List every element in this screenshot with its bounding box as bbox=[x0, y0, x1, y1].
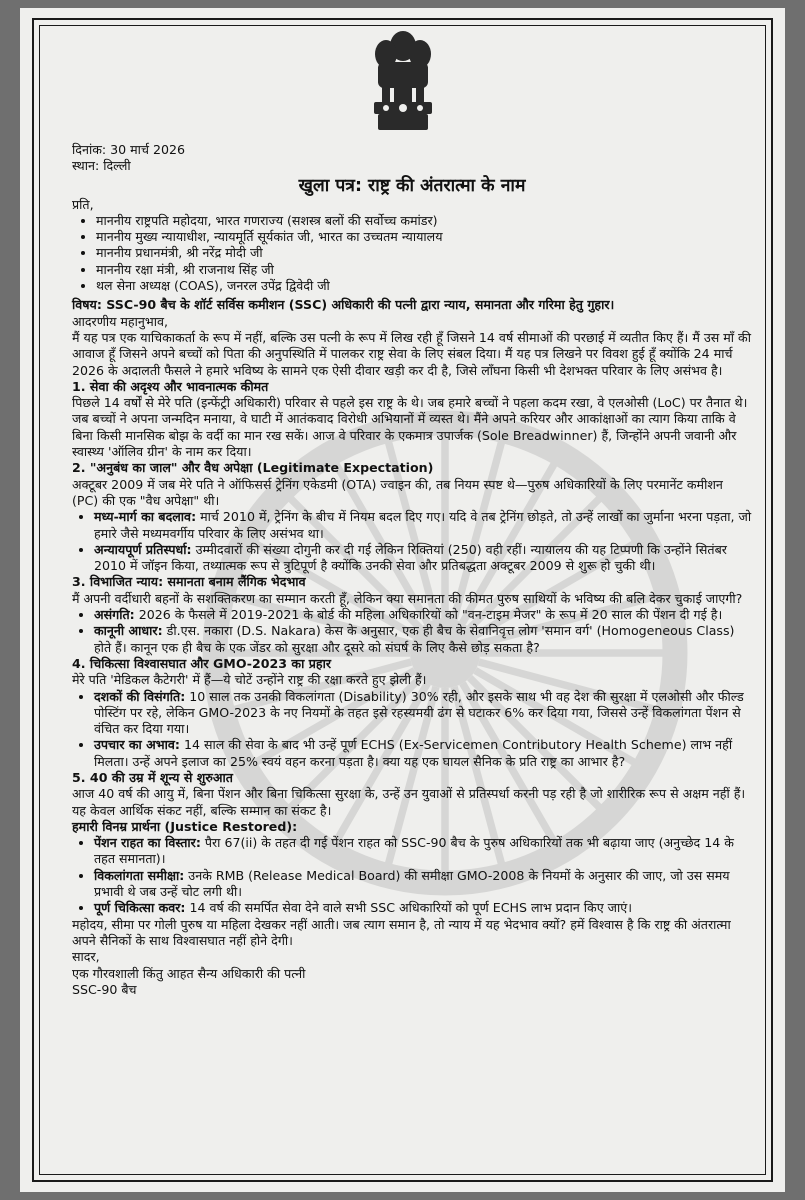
bullet-label: असंगति: bbox=[94, 607, 135, 623]
bullet-label: कानूनी आधार: bbox=[94, 623, 163, 639]
bullet-item bbox=[94, 542, 752, 575]
section-2-body: अक्टूबर 2009 में जब मेरे पति ने ऑफिसर्स ट्रेनिंग एकेडमी (OTA) ज्वाइन की, तब नियम स्पष्ट थे—पुरुष अधिकारियों के लिए परमानेंट कमीशन (PC) की एक "वैध अपेक्षा" थी। bbox=[72, 476, 723, 508]
bullet-label: मध्य-मार्ग का बदलाव: bbox=[94, 509, 197, 525]
section-2-bullets bbox=[72, 509, 752, 574]
bullet-label: उपचार का अभाव: bbox=[94, 737, 180, 753]
recipients-label: प्रति, bbox=[72, 196, 94, 212]
national-emblem-lion-capital-icon bbox=[364, 28, 442, 138]
bullet-item bbox=[94, 623, 752, 656]
section-2-heading: 2. "अनुबंध का जाल" और वैध अपेक्षा (Legitimate Expectation) bbox=[72, 460, 434, 476]
bullet-text: 14 वर्ष की समर्पित सेवा देने वाले सभी SSC अधिकारियों को पूर्ण ECHS लाभ प्रदान किए जाएं। bbox=[185, 900, 633, 916]
prayer-bullets bbox=[72, 835, 752, 916]
bullet-text: उम्मीदवारों की संख्या दोगुनी कर दी गई लेकिन रिक्तियां (250) वही रहीं। न्यायालय की यह टिप्पणी कि उन्होंने सितंबर 2010 में जॉइन किया, तथ्यात्मक रूप से त्रुटिपूर्ण है क्योंकि उनकी सेवा और प्रतिबद्धता अक्टूबर 2009 से शुरू हो चुकी थी। bbox=[94, 541, 727, 574]
signoff-line-2: SSC-90 बैच bbox=[72, 981, 137, 997]
bullet-item bbox=[94, 737, 752, 770]
prayer-heading: हमारी विनम्र प्रार्थना (Justice Restored): bbox=[72, 818, 298, 834]
bullet-label: पेंशन राहत का विस्तार: bbox=[94, 835, 201, 851]
bullet-item bbox=[94, 835, 752, 868]
letter-place: स्थान: दिल्ली bbox=[72, 158, 131, 174]
bullet-text: पैरा 67(ii) के तहत दी गई पेंशन राहत को SSC-90 बैच के पुरुष अधिकारियों तक भी बढ़ाया जाए (अनुच्छेद 14 के तहत समानता)। bbox=[94, 835, 734, 867]
intro-paragraph: मैं यह पत्र एक याचिकाकर्ता के रूप में नहीं, बल्कि उस पत्नी के रूप में लिख रही हूँ जिसने 14 वर्ष सीमाओं की परछाई में व्यतीत किए हैं। मैं उस माँ की आवाज हूँ जिसने अपने बच्चों को पिता की अनुपस्थिति में पालकर राष्ट्र सेवा के लिए संबल दिया। मैं यह पत्र लिखने पर विवश हुई हूँ क्योंकि 24 मार्च 2026 के अदालती फैसले ने हमारे भविष्य के सामने एक ऐसी दीवार खड़ी कर दी है, जिसे लाँघना किसी भी देशभक्त परिवार के लिए असंभव है। bbox=[72, 329, 751, 378]
bullet-label: विकलांगता समीक्षा: bbox=[94, 867, 185, 883]
section-5-body: आज 40 वर्ष की आयु में, बिना पेंशन और बिना चिकित्सा सुरक्षा के, उन्हें उन युवाओं से प्रतिस्पर्धा करनी पड़ रही है जो शारीरिक रूप से अक्षम नहीं हैं। यह केवल आर्थिक संकट नहीं, बल्कि सम्मान का संकट है। bbox=[72, 786, 746, 818]
recipient-item: • माननीय रक्षा मंत्री, श्री राजनाथ सिंह जी bbox=[96, 262, 752, 278]
signoff-line-1: एक गौरवशाली किंतु आहत सैन्य अधिकारी की पत्नी bbox=[72, 965, 306, 981]
section-5-heading: 5. 40 की उम्र में शून्य से शुरुआत bbox=[72, 769, 233, 785]
signoff-greeting: सादर, bbox=[72, 949, 100, 965]
bullet-text: डी.एस. नकारा (D.S. Nakara) केस के अनुसार, एक ही बैच के सेवानिवृत्त लोग 'समान वर्ग' (Homogeneous Class) होते हैं। कानून एक ही बैच के एक जेंडर को सुरक्षा और दूसरे को संघर्ष के लिए कैसे छोड़ सकता है? bbox=[94, 623, 735, 655]
section-3-heading: 3. विभाजित न्याय: समानता बनाम लैंगिक भेदभाव bbox=[72, 574, 306, 590]
bullet-item bbox=[94, 868, 752, 901]
bullet-text: उनके RMB (Release Medical Board) की समीक्षा GMO-2008 के नियमों के अनुसार की जाए, जो उस समय प्रभावी थे जब उन्हें चोट लगी थी। bbox=[94, 867, 730, 900]
recipient-item: • थल सेना अध्यक्ष (COAS), जनरल उपेंद्र द्विवेदी जी bbox=[96, 278, 752, 294]
bullet-label: अन्यायपूर्ण प्रतिस्पर्धा: bbox=[94, 541, 192, 557]
bullet-label: दशकों की विसंगति: bbox=[94, 688, 186, 704]
bullet-text: 2026 के फैसले में 2019-2021 के बोर्ड की महिला अधिकारियों को "वन-टाइम मेजर" के रूप में 20 साल की पेंशन दी गई है। bbox=[134, 607, 723, 623]
letter-title: खुला पत्र: राष्ट्र की अंतरात्मा के नाम bbox=[298, 175, 526, 196]
bullet-text: मार्च 2010 में, ट्रेनिंग के बीच में नियम बदल दिए गए। यदि वे तब ट्रेनिंग छोड़ते, तो उन्हें लाखों का जुर्माना भरना पड़ता, जो हमारे जैसे मध्यमवर्गीय परिवार के लिए असंभव था। bbox=[94, 509, 752, 541]
letter-date: दिनांक: 30 मार्च 2026 bbox=[72, 142, 185, 157]
section-1-heading: 1. सेवा की अदृश्य और भावनात्मक कीमत bbox=[72, 378, 269, 394]
bullet-item bbox=[94, 689, 752, 738]
recipient-item: • माननीय राष्ट्रपति महोदया, भारत गणराज्य (सशस्त्र बलों की सर्वोच्च कमांडर) bbox=[96, 213, 752, 229]
bullet-text: 10 साल तक उनकी विकलांगता (Disability) 30% रही, और इसके साथ भी वह देश की सुरक्षा में एलओसी और फील्ड पोस्टिंग पर रहे, लेकिन GMO-2023 के नए नियमों के तहत इसे रहस्यमयी ढंग से घटाकर 6% कर दिया गया, जिससे उन्हें विकलांगता पेंशन से वंचित कर दिया गया। bbox=[94, 688, 744, 737]
section-4-bullets bbox=[72, 689, 752, 770]
section-4-body: मेरे पति 'मेडिकल कैटेगरी' में हैं—ये चोटें उन्होंने राष्ट्र की रक्षा करते हुए झेली हैं। bbox=[72, 672, 427, 688]
letter-page bbox=[20, 8, 785, 1192]
bullet-item bbox=[94, 509, 752, 542]
recipient-item: • माननीय प्रधानमंत्री, श्री नरेंद्र मोदी जी bbox=[96, 245, 752, 261]
bullet-label: पूर्ण चिकित्सा कवर: bbox=[94, 900, 186, 916]
bullet-item bbox=[94, 900, 752, 916]
section-3-bullets bbox=[72, 607, 752, 656]
salutation: आदरणीय महानुभाव, bbox=[72, 313, 168, 329]
recipients-list bbox=[72, 213, 752, 294]
recipient-item: • माननीय मुख्य न्यायाधीश, न्यायमूर्ति सूर्यकांत जी, भारत का उच्चतम न्यायालय bbox=[96, 229, 752, 245]
letter-subject: विषय: SSC-90 बैच के शॉर्ट सर्विस कमीशन (SSC) अधिकारी की पत्नी द्वारा न्याय, समानता और गरिमा हेतु गुहार। bbox=[72, 297, 615, 313]
section-1-body: पिछले 14 वर्षों से मेरे पति (इन्फेंट्री अधिकारी) परिवार से पहले इस राष्ट्र के थे। जब हमारे बच्चों ने पहला कदम रखा, वे एलओसी (LoC) पर तैनात थे। जब बच्चों ने अपना जन्मदिन मनाया, वे घाटी में आतंकवाद विरोधी अभियानों में व्यस्त थे। मैंने अपने करियर और आकांक्षाओं का त्याग किया ताकि वे बिना किसी मानसिक बोझ के वर्दी का मान रख सकें। आज वे परिवार के एकमात्र उपार्जक (Sole Breadwinner) हैं, जिन्होंने अपनी जवानी और स्वास्थ्य 'ऑलिव ग्रीन' के नाम कर दिया। bbox=[72, 395, 748, 460]
bullet-item bbox=[94, 607, 752, 623]
section-3-body: मैं अपनी वर्दीधारी बहनों के सशक्तिकरण का सम्मान करती हूँ, लेकिन क्या समानता की कीमत पुरुष साथियों के भविष्य की बलि देकर चुकाई जाएगी? bbox=[72, 590, 743, 606]
letter-body bbox=[72, 142, 752, 998]
closing-paragraph: महोदय, सीमा पर गोली पुरुष या महिला देखकर नहीं आती। जब त्याग समान है, तो न्याय में यह भेदभाव क्यों? हमें विश्वास है कि राष्ट्र की अंतरात्मा अपने सैनिकों के साथ विश्वासघात नहीं होने देगी। bbox=[72, 916, 731, 948]
bullet-text: 14 साल की सेवा के बाद भी उन्हें पूर्ण ECHS (Ex-Servicemen Contributory Health Scheme) लाभ नहीं मिलता। उन्हें अपने इलाज का 25% स्वयं वहन करना पड़ता है। क्या यह एक घायल सैनिक के प्रति राष्ट्र का आभार है? bbox=[94, 737, 733, 769]
section-4-heading: 4. चिकित्सा विश्वासघात और GMO-2023 का प्रहार bbox=[72, 655, 332, 671]
